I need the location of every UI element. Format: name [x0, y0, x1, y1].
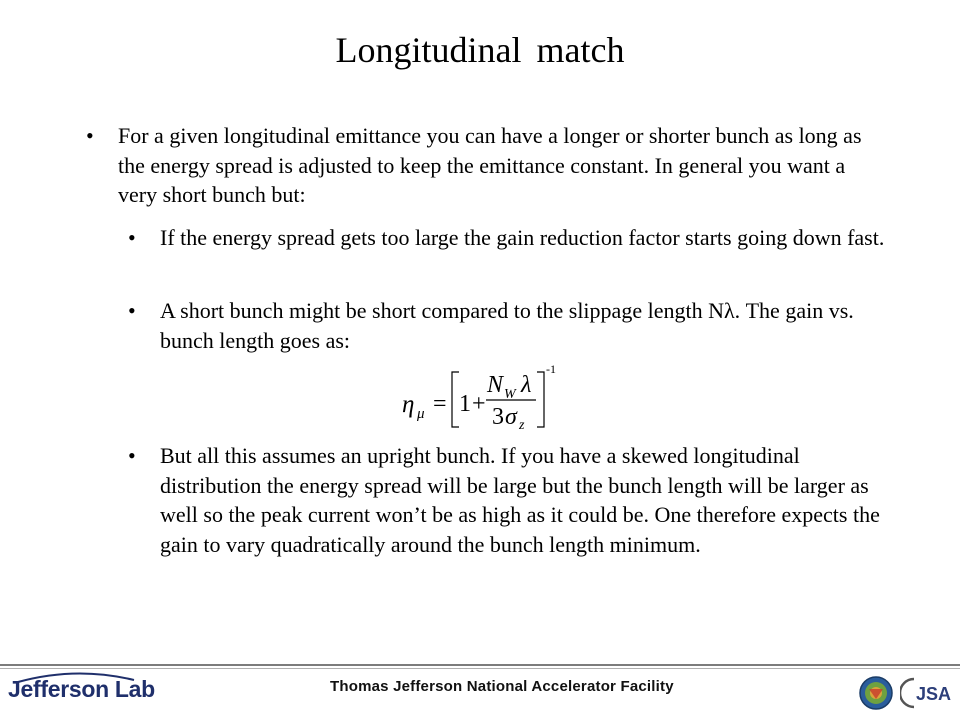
denominator-sigma: σ — [505, 404, 517, 430]
bullet-marker: • — [128, 225, 136, 250]
jsa-logo — [900, 675, 956, 711]
left-bracket — [452, 372, 459, 427]
bullet-marker: • — [128, 443, 136, 468]
subbullet-3 — [128, 441, 888, 559]
numerator-n: N — [487, 372, 504, 398]
jsa-swoosh-icon — [900, 679, 914, 707]
right-bracket — [537, 372, 544, 427]
jsa-logo-text: JSA — [916, 684, 952, 704]
equation-plus: + — [472, 391, 486, 417]
subbullet-text: A short bunch might be short compared to the slippage length Nλ. The gain vs. bunch length goes as: — [160, 298, 854, 353]
equation-eta: η — [402, 391, 415, 418]
numerator-subscript: W — [504, 387, 516, 402]
doe-seal-icon — [858, 675, 894, 711]
subbullet-text: But all this assumes an upright bunch. If you have a skewed longitudinal distribution the energy spread will be large but the bunch length will be larger as well so the peak current won’t be as high as it could be. One therefore expects the gain to vary quadratically around the bunch length minimum. — [160, 443, 880, 557]
facility-name: Thomas Jefferson National Accelerator Facility — [330, 678, 674, 695]
bullet-text: For a given longitudinal emittance you can have a longer or shorter bunch as long as the energy spread is adjusted to keep the emittance constant. In general you want a very short bunch but: — [118, 123, 862, 207]
footer-divider — [0, 664, 960, 666]
denominator-three: 3 — [492, 404, 504, 430]
equation-one: 1 — [459, 391, 471, 417]
numerator-lambda: λ — [521, 372, 532, 398]
subbullet-text: If the energy spread gets too large the gain reduction factor starts going down fast. — [160, 225, 885, 250]
bullet-marker: • — [86, 123, 94, 148]
footer-divider-thin — [0, 668, 960, 669]
equation-eta-subscript: μ — [417, 406, 425, 422]
equation-equals: = — [433, 391, 447, 417]
denominator-subscript: z — [519, 418, 525, 433]
bullet-marker: • — [128, 298, 136, 323]
equation-exponent: -1 — [546, 362, 556, 376]
jefferson-lab-logo: Jefferson Lab — [8, 676, 155, 702]
slide-title: Longitudinal match — [335, 30, 625, 70]
